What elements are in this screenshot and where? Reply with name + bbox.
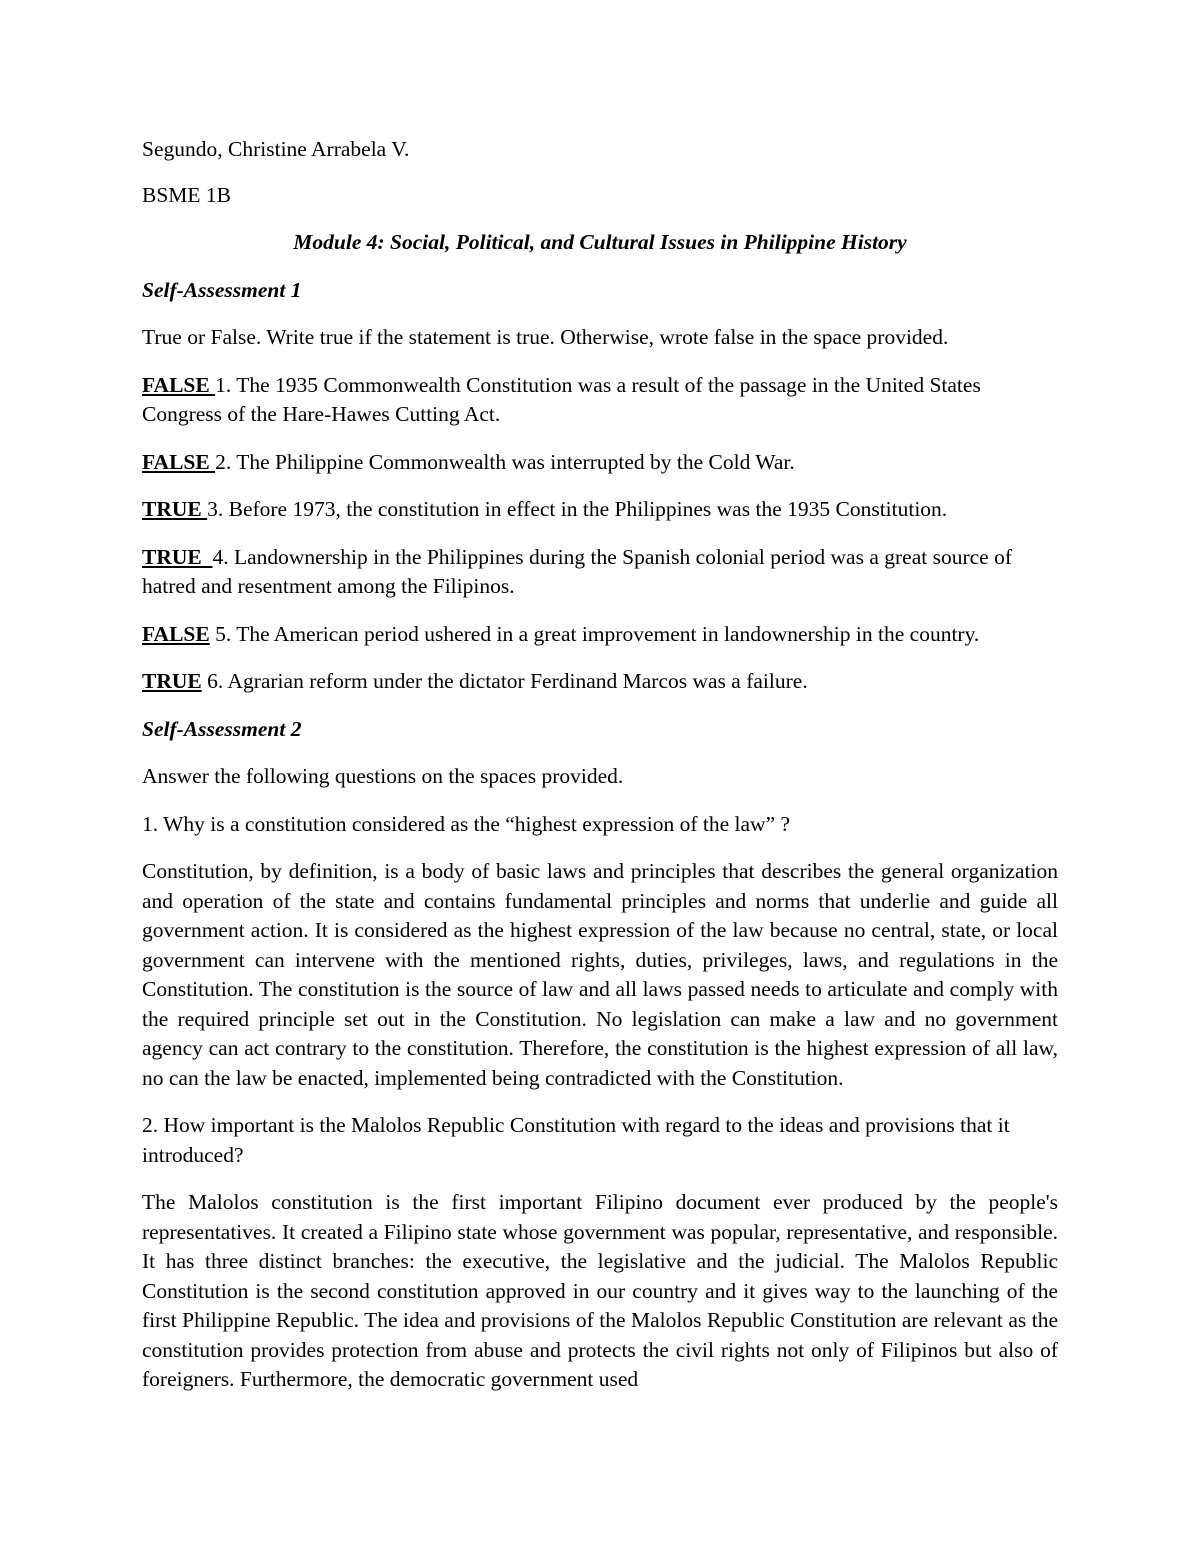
answer-1: Constitution, by definition, is a body of basic laws and principles that describes the general organization and operation of the state and contains fundamental principles and norms that underlie and guide all government action. It is considered as the highest expression of the law because no central, state, or local government can intervene with the mentioned rights, duties, privileges, laws, and regulations in the Constitution. The constitution is the source of law and all laws passed needs to articulate and comply with the required principle set out in the Constitution. No legislation can make a law and no government agency can act contrary to the constitution. Therefore, the constitution is the highest expression of all law, no can the law be enacted, implemented being contradicted with the Constitution. — [142, 859, 1058, 1090]
module-title: Module 4: Social, Political, and Cultural Issues in Philippine History — [293, 230, 907, 254]
tf-item-1 — [142, 371, 1058, 430]
question-1: 1. Why is a constitution considered as the “highest expression of the law” ? — [142, 811, 791, 836]
tf-item-2 — [142, 448, 1058, 478]
document-page — [142, 135, 1058, 1413]
tf-text-5: 5. The American period ushered in a great improvement in landownership in the country. — [209, 621, 980, 646]
question-2: 2. How important is the Malolos Republic Constitution with regard to the ideas and provisions that it introduced? — [142, 1113, 1010, 1167]
tf-text-4: 4. Landownership in the Philippines during the Spanish colonial period was a great source of hatred and resentment among the Filipinos. — [142, 544, 1012, 598]
tf-answer-4: TRUE — [142, 544, 213, 569]
tf-text-2: 2. The Philippine Commonwealth was interrupted by the Cold War. — [215, 449, 795, 474]
self-assessment-2-instructions: Answer the following questions on the spaces provided. — [142, 764, 624, 788]
tf-item-3 — [142, 495, 1058, 525]
tf-text-6: 6. Agrarian reform under the dictator Ferdinand Marcos was a failure. — [201, 669, 808, 693]
tf-item-5 — [142, 620, 1058, 650]
self-assessment-2-heading: Self-Assessment 2 — [142, 716, 302, 741]
tf-item-4 — [142, 543, 1058, 602]
tf-answer-2: FALSE — [142, 449, 216, 474]
tf-answer-1: FALSE — [142, 372, 216, 397]
tf-answer-5: FALSE — [142, 621, 210, 646]
student-name: Segundo, Christine Arrabela V. — [142, 137, 410, 161]
tf-answer-6: TRUE — [142, 669, 202, 693]
tf-answer-3: TRUE — [142, 497, 208, 521]
tf-text-1: 1. The 1935 Commonwealth Constitution was a result of the passage in the United States Congress of the Hare-Hawes Cutting Act. — [142, 372, 981, 426]
tf-text-3: 3. Before 1973, the constitution in effect in the Philippines was the 1935 Constitution. — [207, 497, 948, 521]
self-assessment-1-instructions: True or False. Write true if the statement is true. Otherwise, wrote false in the space provided. — [142, 325, 949, 349]
self-assessment-1-heading: Self-Assessment 1 — [142, 277, 302, 302]
student-section: BSME 1B — [142, 182, 232, 207]
tf-item-6 — [142, 667, 1058, 697]
answer-2: The Malolos constitution is the first important Filipino document ever produced by the people's representatives. It created a Filipino state whose government was popular, representative, and responsible. It has three distinct branches: the executive, the legislative and the judicial. The Malolos Republic Constitution is the second constitution approved in our country and it gives way to the launching of the first Philippine Republic. The idea and provisions of the Malolos Republic Constitution are relevant as the constitution provides protection from abuse and protects the civil rights not only of Filipinos but also of foreigners. Furthermore, the democratic government used — [142, 1190, 1058, 1391]
